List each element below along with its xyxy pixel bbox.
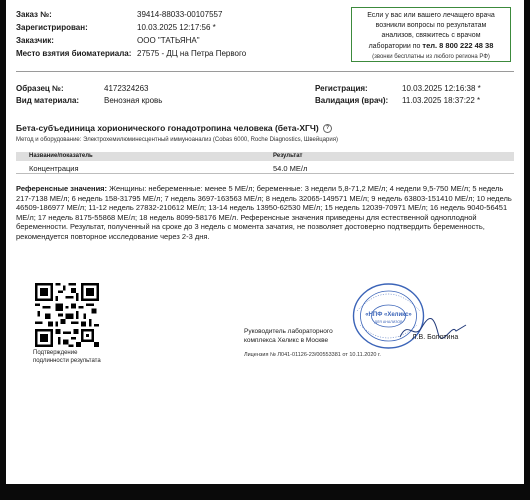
info-icon[interactable]: ? xyxy=(323,124,332,133)
test-title xyxy=(16,123,332,133)
registered-value: 10.03.2025 12:17:56 * xyxy=(137,23,216,32)
customer-value: ООО "ТАТЬЯНА" xyxy=(137,36,200,45)
signer-name: Л.В. Болотина xyxy=(412,334,459,341)
notice-line-2: возникли вопросы по результатам xyxy=(375,22,487,29)
notice-phone: тел. 8 800 222 48 38 xyxy=(422,41,494,50)
customer-label: Заказчик: xyxy=(16,36,54,45)
method-text: Метод и оборудование: Электрохемилюминесцентный иммуноанализ (Cobas 6000, Roche Diagnostics, Швейцария) xyxy=(16,137,338,143)
result-value: 54.0 МЕ/л xyxy=(273,164,308,173)
divider-top xyxy=(16,71,514,72)
reference-label: Референсные значения: xyxy=(16,184,108,193)
results-col-name: Название/показатель xyxy=(29,153,93,159)
qr-caption xyxy=(33,349,101,365)
notice-line-5: (звонки бесплатны из любого региона РФ) xyxy=(372,54,490,60)
result-name: Концентрация xyxy=(29,164,79,173)
validation-label: Валидация (врач): xyxy=(315,96,389,105)
sample-number: 4172324263 xyxy=(104,84,149,93)
site-value: 27575 - ДЦ на Петра Первого xyxy=(137,49,247,58)
notice-line-3: анализов, свяжитесь с врачом xyxy=(381,32,481,39)
contact-notice-box xyxy=(351,7,511,62)
registration-label: Регистрация: xyxy=(315,84,368,93)
notice-line-4 xyxy=(352,41,510,52)
report-page xyxy=(6,0,524,484)
site-label: Место взятия биоматериала: xyxy=(16,49,132,58)
material-value: Венозная кровь xyxy=(104,96,163,105)
signer-role-line-2: комплекса Хеликс в Москве xyxy=(244,337,329,344)
qr-code[interactable] xyxy=(35,283,99,347)
results-col-result: Результат xyxy=(273,153,303,159)
sample-label: Образец №: xyxy=(16,84,64,93)
validation-value: 11.03.2025 18:37:22 * xyxy=(402,96,481,105)
notice-line-1: Если у вас или вашего лечащего врача xyxy=(367,12,495,19)
order-label: Заказ №: xyxy=(16,10,52,19)
results-row xyxy=(16,163,514,174)
notice-line-4-prefix: лаборатории по xyxy=(368,43,421,50)
registration-value: 10.03.2025 12:16:38 * xyxy=(402,84,481,93)
material-label: Вид материала: xyxy=(16,96,80,105)
qr-caption-line-2: подлинности результата xyxy=(33,358,101,364)
reference-values xyxy=(16,184,514,242)
test-title-text: Бета-субъединица хорионического гонадотропина человека (бета-ХГЧ) xyxy=(16,123,319,133)
results-header xyxy=(16,152,514,161)
stamp-company: «НПФ «Хеликс» xyxy=(365,312,412,318)
order-number: 39414-88033-00107557 xyxy=(137,10,223,19)
stamp-subtext: ДЛЯ АНАЛИЗОВ xyxy=(374,320,403,324)
qr-caption-line-1: Подтверждение xyxy=(33,350,78,356)
signer-role-line-1: Руководитель лабораторного xyxy=(244,328,333,335)
signer-role xyxy=(244,327,333,345)
registered-label: Зарегистрирован: xyxy=(16,23,88,32)
license-text: Лицензия № Л041-01126-23/00553381 от 10.11.2020 г. xyxy=(244,352,381,358)
reference-text: Женщины: небеременные: менее 5 МЕ/л; беременные: 3 недели 5,8-71,2 МЕ/л; 4 недели 9,5-750 МЕ/л; 5 недель 217-7138 МЕ/л; 6 недель 158-31795 МЕ/л; 7 недель 3697-163563 МЕ/л; 8 недель 32065-149571 МЕ/л; 9 недель 63803-151410 МЕ/л; 10 недель 46509-186977 МЕ/л; 11-12 недель 27832-210612 МЕ/л; 13-14 недель 13950-62530 МЕ/л; 15 недель 12039-70971 МЕ/л; 16 недель 9040-56451 МЕ/л; 17 недель 8175-55868 МЕ/л; 18 недель 8099-58176 МЕ/л. Референсные значения приведены для естественной одноплодной беременности. Результат, полученный на сроке до 3 недель с момента зачатия, не позволяет достоверно подтвердить беременность, рекомендуется повторное исследование через 2-3 дня. xyxy=(16,184,512,241)
